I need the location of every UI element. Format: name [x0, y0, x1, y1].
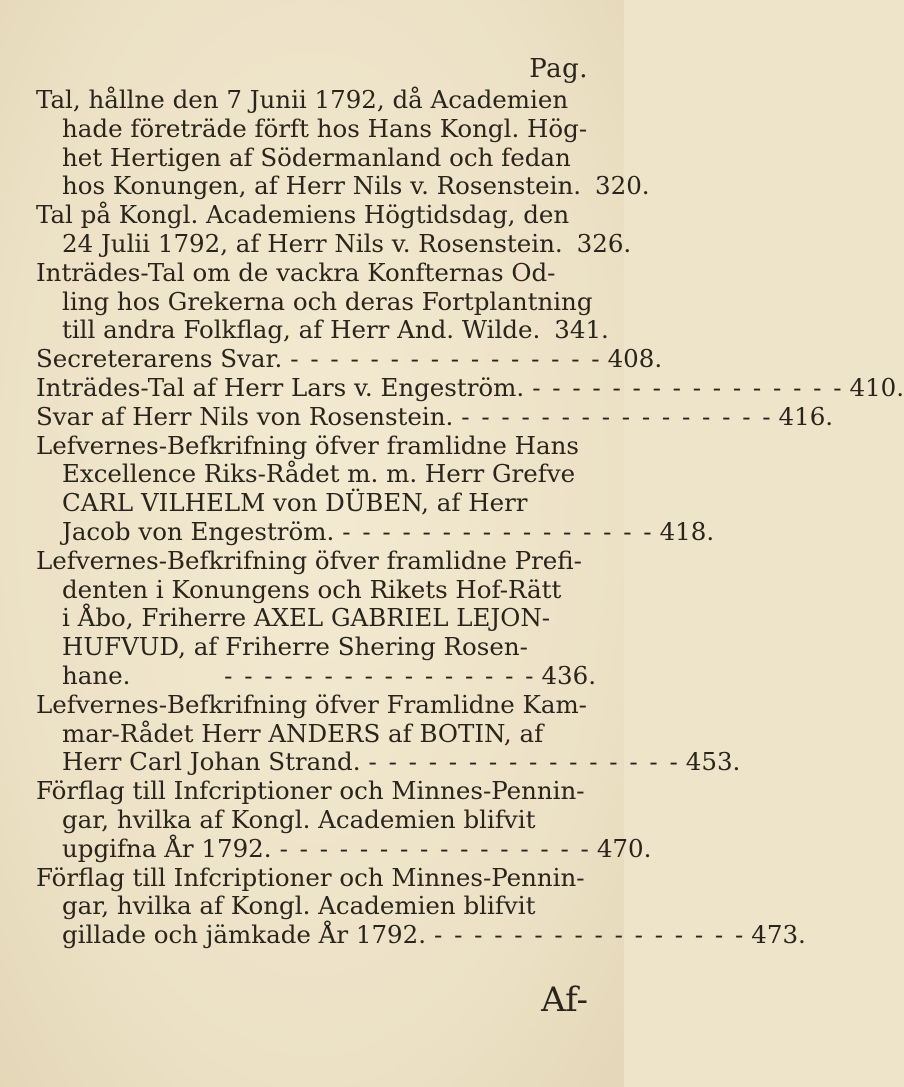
toc-line	[36, 547, 596, 576]
toc-line	[36, 691, 596, 720]
dot-leader: - - - - - - - - - - - - - - - -	[532, 372, 844, 402]
toc-line	[36, 288, 596, 317]
toc-line-text: Tal på Kongl. Academiens Högtidsdag, den	[36, 200, 570, 230]
toc-line-text: hos Konungen, af Herr Nils v. Rosenstein.	[62, 171, 582, 201]
toc-line	[36, 401, 834, 432]
toc-line	[36, 460, 596, 489]
toc-line-text: het Hertigen af Södermanland och fedan	[62, 142, 571, 172]
dot-leader: - - - - - - - - - - - - - - - -	[342, 516, 654, 546]
toc-line-text: HUFVUD, af Friherre Shering Rosen-	[62, 632, 528, 662]
toc-line	[36, 633, 596, 662]
toc-line	[36, 720, 596, 749]
page-number: 408.	[607, 344, 663, 374]
toc-entry	[36, 85, 650, 201]
toc-line	[36, 892, 596, 921]
dot-leader: - - - - - - - - - - - - - - - -	[461, 401, 773, 431]
toc-line	[36, 604, 596, 633]
toc-entry	[36, 776, 652, 863]
page-number: 416.	[778, 401, 834, 431]
toc-line-text: Lefvernes-Befkrifning öfver framlidne Hans	[36, 430, 579, 460]
dot-leader: - - - - - - - - - - - - - - - -	[368, 747, 680, 777]
toc-line-text: Lefvernes-Befkrifning öfver Framlidne Kam-	[36, 689, 587, 719]
page-number: 341.	[554, 315, 609, 345]
toc-line-text: CARL VILHELM von DÜBEN, af Herr	[62, 488, 528, 518]
toc-line-text: Svar af Herr Nils von Rosenstein.	[36, 401, 454, 431]
toc-line	[36, 201, 596, 230]
toc-line	[36, 806, 596, 835]
table-of-contents	[36, 85, 904, 950]
toc-line	[36, 228, 632, 259]
toc-line	[36, 259, 596, 288]
toc-line-text: upgifna År 1792.	[62, 833, 272, 863]
toc-line-text: Inträdes-Tal af Herr Lars v. Engeström.	[36, 372, 525, 402]
page-header-pag: Pag.	[529, 54, 588, 84]
toc-line	[36, 920, 806, 950]
page-number: 410.	[849, 372, 904, 402]
dot-leader: - - - - - - - - - - - - - - - -	[224, 660, 536, 690]
toc-line-text: Jacob von Engeström.	[62, 516, 335, 546]
toc-entry	[36, 257, 609, 345]
toc-entry	[36, 862, 806, 950]
catchword: Af-	[541, 980, 588, 1020]
page-number: 453.	[685, 747, 741, 777]
toc-line	[36, 315, 609, 345]
toc-entry	[36, 430, 715, 547]
toc-line	[36, 372, 904, 403]
toc-entry	[36, 200, 632, 259]
toc-line-text: gar, hvilka af Kongl. Academien blifvit	[62, 804, 536, 834]
toc-line	[36, 171, 650, 201]
toc-line	[36, 777, 596, 806]
toc-line-text: hane.	[62, 660, 131, 690]
toc-line-text: ling hos Grekerna och deras Fortplantning	[62, 286, 593, 316]
page-number: 436.	[541, 660, 596, 690]
toc-entry	[36, 344, 663, 374]
toc-line-text: 24 Julii 1792, af Herr Nils v. Rosenstein.	[62, 228, 563, 258]
page-number: 326.	[576, 228, 632, 258]
page-number: 473.	[751, 920, 806, 950]
toc-line-text: Inträdes-Tal om de vackra Konfternas Od-	[36, 257, 556, 287]
toc-line	[36, 489, 596, 518]
toc-line	[36, 86, 596, 115]
toc-line	[36, 144, 596, 173]
dot-leader: - - - - - - - - - - - - - - - -	[290, 344, 602, 374]
toc-entry	[36, 547, 596, 691]
toc-line	[36, 516, 715, 547]
toc-entry	[36, 401, 834, 432]
page-number: 470.	[596, 833, 652, 863]
toc-line-text: Förflag till Infcriptioner och Minnes-Pennin-	[36, 862, 585, 892]
toc-line	[36, 576, 596, 605]
toc-line	[36, 662, 596, 691]
toc-line-text: gar, hvilka af Kongl. Academien blifvit	[62, 891, 536, 921]
toc-line-text: gillade och jämkade År 1792.	[62, 920, 426, 950]
toc-line-text: Tal, hållne den 7 Junii 1792, då Academien	[36, 85, 569, 114]
toc-line-text: Herr Carl Johan Strand.	[62, 747, 361, 777]
toc-line-text: Excellence Riks-Rådet m. m. Herr Grefve	[62, 459, 576, 489]
toc-line	[36, 864, 596, 893]
toc-line-text: mar-Rådet Herr ANDERS af BOTIN, af	[62, 718, 544, 748]
toc-line	[36, 344, 663, 374]
toc-line-text: denten i Konungens och Rikets Hof-Rätt	[62, 574, 562, 604]
toc-line	[36, 833, 652, 864]
toc-entry	[36, 372, 904, 403]
toc-line	[36, 747, 741, 777]
toc-line-text: Secreterarens Svar.	[36, 344, 283, 374]
toc-line-text: hade företräde förft hos Hans Kongl. Hög-	[62, 113, 588, 143]
toc-line-text: Lefvernes-Befkrifning öfver framlidne Prefi-	[36, 545, 582, 575]
toc-line-text: till andra Folkflag, af Herr And. Wilde.	[62, 315, 541, 345]
dot-leader: - - - - - - - - - - - - - - - -	[279, 833, 591, 863]
toc-line	[36, 432, 596, 461]
page-number: 320.	[595, 171, 650, 201]
toc-line	[36, 115, 596, 144]
toc-line-text: Förflag till Infcriptioner och Minnes-Pennin-	[36, 776, 585, 806]
dot-leader: - - - - - - - - - - - - - - - -	[434, 920, 746, 950]
toc-entry	[36, 689, 741, 777]
page-number: 418.	[659, 516, 715, 546]
toc-line-text: i Åbo, Friherre AXEL GABRIEL LEJON-	[62, 603, 551, 633]
